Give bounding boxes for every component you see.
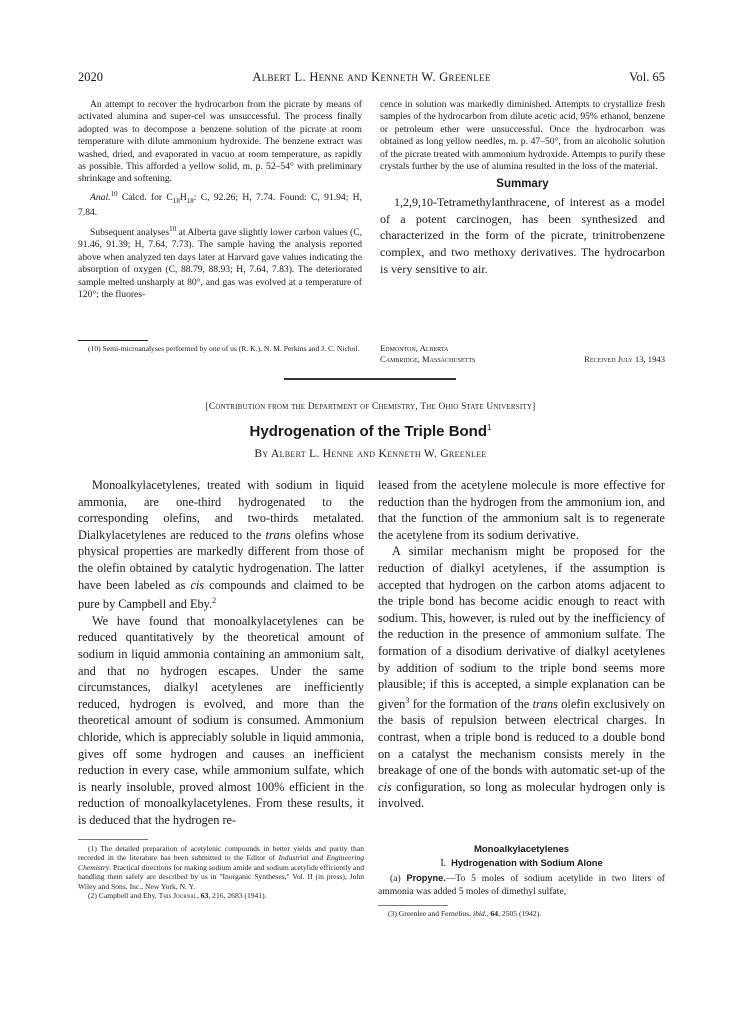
- footnote-3: [378, 909, 665, 918]
- section-heading: Monoalkylacetylenes: [473, 844, 570, 855]
- text-run: ,: [486, 909, 491, 918]
- volume-label: Vol. 65: [629, 70, 665, 84]
- ibid: ibid.: [472, 909, 487, 918]
- received-date: Received July 13, 1943: [584, 354, 665, 364]
- text-run: A similar mechanism might be proposed for the reduction of dialkyl acetylenes, if the assumption is accepted that hydrogen on the carbon atoms adjacent to the triple bond has become acidic enough to react with sodium. This, however, is ruled out by the inefficiency of the reduction in the presence of ammonium sulfate. The formation of a disodium derivative of dialkyl acetylenes by addition of sodium to the triple bond seems more plausible; if this is accepted, a simple explanation can be given: [378, 544, 665, 711]
- footnote-2: [78, 891, 364, 900]
- footnote-ref: 1: [487, 423, 492, 432]
- footnote-rule: [78, 839, 148, 840]
- prev-article-right-column: [380, 99, 665, 278]
- text-run: configuration, so long as molecular hydrogen only is involved.: [378, 779, 665, 811]
- italic-term: cis: [190, 577, 205, 592]
- prev-footnotes: [78, 344, 362, 353]
- subsection-title: Hydrogenation with Sodium Alone: [451, 858, 603, 868]
- anal-values: : C, 92.26; H, 7.74. Found: C, 91.94; H, 7.84.: [78, 192, 362, 219]
- compound-name: Propyne.: [406, 873, 446, 883]
- sig-line: [380, 354, 665, 365]
- footnote-rule: [78, 340, 148, 341]
- text-run: Monoalkylacetylenes, treated with sodium in liquid ammonia, are one-third hydrogenated to the corresponding olefins, and two-thirds metalated. Dialkylacetylenes are reduced to the: [78, 478, 364, 542]
- text-run: at Alberta gave slightly lower carbon values (C, 91.46, 91.39; H, 7.64, 7.73). The sample having the analysis reported above when analyzed ten days later at Harvard gave values indicating the absorption of oxygen (C, 88.79, 88.93; H, 7.64, 7.83). The deteriorated sample melted unsharply at 80°, and gas was evolved at a temperature of 120°; the fluores-: [78, 226, 362, 300]
- article-right-column: [378, 477, 665, 812]
- subsection-number: I.: [440, 858, 447, 869]
- page-number: 2020: [78, 70, 103, 84]
- item-label: (a): [390, 873, 401, 884]
- volume-number: 63: [200, 891, 209, 901]
- article-footnotes-left: [78, 844, 364, 900]
- journal-name: Industrial and Engineering Chemistry: [78, 853, 364, 872]
- contribution-line: [Contribution from the Department of Chemistry, The Ohio State University]: [205, 402, 536, 412]
- text-run: ,: [196, 891, 201, 901]
- paragraph: cence in solution was markedly diminished. Attempts to crystallize fresh samples of the hydrocarbon from dilute acetic acid, 95% ethanol, benzene or petroleum ether were unsuccessful. Once the hydrocarbon was obtained as long yellow needles, m. p. 47–50°, from an alcoholic solution of the picrate treated with ammonium hydroxide. Attempts to purify these crystals further by the use of alumina resulted in the loss of the material.: [380, 99, 665, 173]
- text-run: olefin exclusively on the basis of repulsion between electrical charges. In contrast, when a triple bond is reduced to a double bond on a catalyst the mechanism consists merely in the breakage of one of the bonds with automatic set-up of the: [378, 696, 665, 778]
- text-run: Subsequent analyses: [90, 226, 170, 238]
- anal-calcd: Calcd. for C: [121, 192, 173, 204]
- text-run: , 2505 (1942).: [498, 909, 542, 918]
- article-separator: [284, 378, 456, 380]
- footnote-ref: 10: [169, 224, 177, 233]
- text-run: compounds and claimed to be pure by Campbell and Eby.: [78, 577, 364, 612]
- anal-label: Anal.: [90, 192, 111, 204]
- article-left-column: [78, 477, 364, 829]
- byline: By Albert L. Henne and Kenneth W. Greenlee: [254, 448, 487, 460]
- running-header: [78, 70, 665, 86]
- text-run: (1) The detailed preparation of acetylenic compounds in better yields and purity than recorded in the literature has been submitted to the Editor of: [78, 844, 364, 863]
- experimental-section: [378, 843, 665, 898]
- volume-number: 64: [490, 909, 499, 918]
- paragraph: We have found that monoalkylacetylenes can be reduced quantitatively by the theoretical amount of sodium in liquid ammonia containing an ammonium salt, and that no hydrogen escapes. Under the same circumstances, dialkyl acetylenes are inefficiently reduced, hydrogen is evolved, and more than the theoretical amount of sodium is consumed. Ammonium chloride, which is appreciably soluble in liquid ammonia, gives off some hydrogen and causes an inefficient reduction in every case, while ammonium sulfate, which is nearly insoluble, proved almost 100% efficient in the reduction of monoalkylacetylenes. From these results, it is deduced that the hydrogen re-: [78, 613, 364, 827]
- text-run: (3) Greenlee and Fernelius,: [388, 909, 473, 918]
- italic-term: trans: [265, 527, 291, 542]
- footnote-10: (10) Semi-microanalyses performed by one of us (R. K.), N. M. Perkins and J. C. Nichol.: [88, 344, 360, 353]
- text-run: for the formation of the: [409, 696, 533, 711]
- paragraph: [78, 223, 362, 302]
- paragraph: An attempt to recover the hydrocarbon from the picrate by means of activated alumina and super-cel was unsuccessful. The process finally adopted was to decompose a benzene solution of the picrate at room temperature with dilute ammonium hydroxide. The benzene extract was washed, dried, and evaporated in vacuo at room temperature, as rapidly as possible. This afforded a yellow solid, m. p. 52–54° with preliminary shrinkage and softening.: [78, 99, 362, 185]
- italic-term: cis: [378, 779, 392, 794]
- analysis-paragraph: [78, 188, 362, 220]
- subsection-heading: [378, 856, 665, 871]
- formula-subscript: 18: [172, 196, 180, 205]
- place-edmonton: Edmonton, Alberta: [380, 343, 449, 353]
- footnote-ref: 10: [110, 189, 118, 198]
- place-cambridge: Cambridge, Massachusetts: [380, 354, 476, 364]
- summary-paragraph: 1,2,9,10-Tetramethylanthracene, of interest as a model of a potent carcinogen, has been synthesized and characterized in the form of the picrate, trinitrobenzene complex, and two methoxy derivatives. The hydrocarbon is very sensitive to air.: [380, 194, 665, 277]
- prev-article-left-column: [78, 99, 362, 303]
- summary-heading: Summary: [496, 178, 549, 191]
- article-footnotes-right: [378, 909, 665, 918]
- text-run: (2) Campbell and Eby,: [88, 891, 159, 901]
- paragraph: [78, 477, 364, 613]
- footnote-ref: 3: [405, 695, 410, 705]
- paragraph: leased from the acetylene molecule is more effective for reduction than the hydrogen from the ammonium ion, and that the function of the ammonium salt is to regenerate the acetylene from its sodium derivative.: [378, 478, 665, 542]
- footnote-1: [78, 844, 364, 891]
- experimental-text: [378, 872, 665, 898]
- formula-subscript: 18: [186, 196, 194, 205]
- formula-h: H: [179, 192, 187, 204]
- summary-text: [380, 194, 665, 278]
- running-title: Albert L. Henne and Kenneth W. Greenlee: [252, 70, 491, 84]
- text-run: . Practical directions for making sodium amide and sodium acetylide efficiently and handling them safely are described by us in "Inorganic Syntheses," Vol. II (in press), John Wiley and Sons, Inc., New York, N. Y.: [78, 862, 364, 891]
- title-text: Hydrogenation of the Triple Bond: [249, 423, 488, 440]
- italic-term: trans: [532, 696, 558, 711]
- text-run: , 216, 2683 (1941).: [208, 891, 267, 901]
- paragraph: [378, 872, 665, 898]
- footnote-ref: 2: [212, 596, 217, 606]
- paragraph: [378, 543, 665, 812]
- footnote-rule: [378, 905, 448, 906]
- text-run: olefins whose physical properties are markedly different from those of the olefin obtained by catalytic hydrogenation. The latter have been labeled as: [78, 527, 364, 592]
- article-title: [60, 423, 681, 440]
- text-run: —To 5 moles of sodium acetylide in two liters of ammonia was added 5 moles of dimethyl sulfate,: [378, 873, 665, 897]
- journal-name: This Journal: [158, 891, 197, 901]
- signature-block: [380, 343, 665, 365]
